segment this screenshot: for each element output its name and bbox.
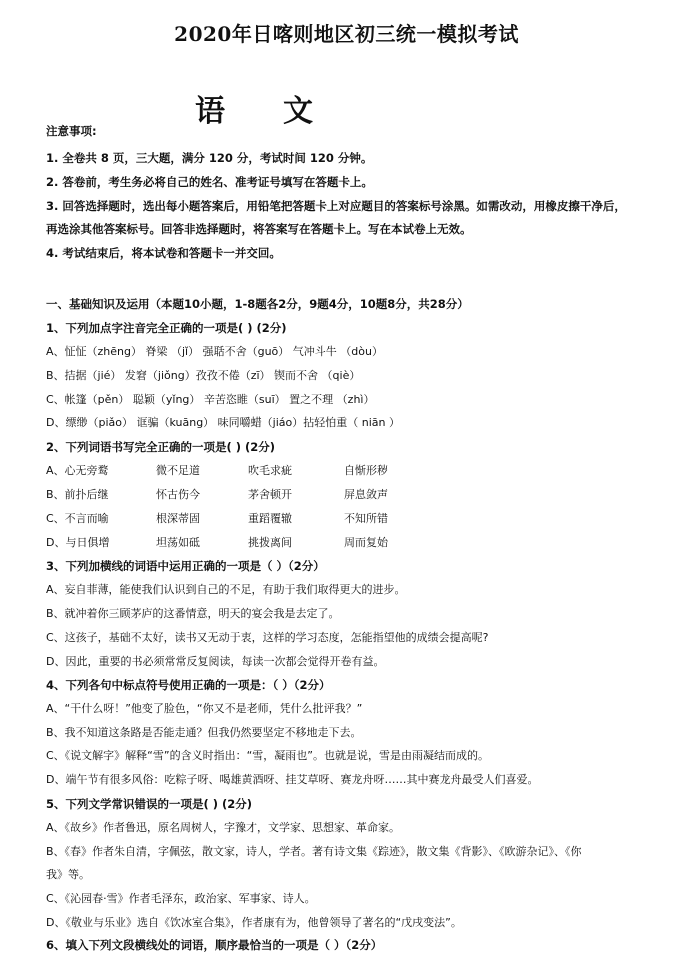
option-word: 周而复始 bbox=[344, 536, 388, 549]
option-word: C、不言而喻 bbox=[46, 512, 109, 525]
option-word: 不知所错 bbox=[344, 512, 388, 525]
question-option: A、《故乡》作者鲁迅，原名周树人，字豫才，文学家、思想家、革命家。 bbox=[46, 821, 401, 834]
question-stem: 4、下列各句中标点符号使用正确的一项是：（ ）（2分） bbox=[46, 678, 331, 692]
option-word: A、心无旁鹜 bbox=[46, 464, 109, 477]
question-option bbox=[46, 512, 388, 526]
option-word: 怀古伤今 bbox=[156, 488, 200, 501]
option-word: 茅舍顿开 bbox=[248, 488, 292, 501]
question-option: B、拮据（jié） 发窘（jiǒng）孜孜不倦（zī） 锲而不舍 （qiè） bbox=[46, 369, 361, 382]
option-word: 吹毛求疵 bbox=[248, 464, 292, 477]
notice-item: 再选涂其他答案标号。回答非选择题时，将答案写在答题卡上。写在本试卷上无效。 bbox=[46, 222, 472, 236]
subject-char-2: 文 bbox=[283, 94, 313, 129]
question-option: D、端午节有很多风俗：吃粽子呀、喝雄黄酒呀、挂艾草呀、赛龙舟呀……其中赛龙舟最受人们喜爱。 bbox=[46, 773, 539, 786]
question-option: A、“干什么呀！”他变了脸色，“你又不是老师，凭什么批评我？” bbox=[46, 702, 363, 715]
question-option: A、妄自菲薄，能使我们认识到自己的不足，有助于我们取得更大的进步。 bbox=[46, 583, 406, 596]
question-option: B、我不知道这条路是否能走通？但我仍然要坚定不移地走下去。 bbox=[46, 726, 362, 739]
question-option: 我》等。 bbox=[46, 868, 90, 881]
question-stem: 5、下列文学常识错误的一项是( ) (2分) bbox=[46, 797, 253, 811]
option-word: 根深蒂固 bbox=[156, 512, 200, 525]
option-word: 重蹈覆辙 bbox=[248, 512, 292, 525]
option-word: D、与日俱增 bbox=[46, 536, 110, 549]
question-option: D、缥缈（piǎo） 诓骗（kuāng） 味同嚼蜡（jiáo）拈轻怕重（ niān ） bbox=[46, 416, 400, 429]
option-word: B、前扑后继 bbox=[46, 488, 109, 501]
notice-item: 4. 考试结束后，将本试卷和答题卡一并交回。 bbox=[46, 246, 281, 260]
notice-item: 3. 回答选择题时，选出每小题答案后，用铅笔把答题卡上对应题目的答案标号涂黑。如需改动，用橡皮擦干净后， bbox=[46, 199, 626, 213]
option-word: 微不足道 bbox=[156, 464, 200, 477]
question-option: A、怔怔（zhēng） 脊梁 （jǐ） 强聒不舍（guō） 气冲斗牛 （dòu） bbox=[46, 345, 383, 358]
question-option bbox=[46, 488, 388, 502]
subject-heading bbox=[195, 86, 371, 130]
question-option: C、这孩子，基础不太好，读书又无动于衷，这样的学习态度，怎能指望他的成绩会提高呢? bbox=[46, 631, 489, 644]
question-stem: 2、下列词语书写完全正确的一项是( ) (2分) bbox=[46, 440, 276, 454]
question-stem: 6、填入下列文段横线处的词语，顺序最恰当的一项是（ ）（2分） bbox=[46, 938, 383, 952]
notice-heading: 注意事项: bbox=[46, 124, 97, 138]
question-option bbox=[46, 536, 388, 550]
option-word: 屏息敛声 bbox=[344, 488, 388, 501]
question-option: D、因此，重要的书必须常常反复阅读，每读一次都会觉得开卷有益。 bbox=[46, 655, 385, 668]
question-option: B、就冲着你三顾茅庐的这番情意，明天的宴会我是去定了。 bbox=[46, 607, 340, 620]
question-option bbox=[46, 464, 388, 478]
question-option: C、《说文解字》解释“雪”的含义时指出：“雪，凝雨也”。也就是说，雪是由雨凝结而成的。 bbox=[46, 749, 489, 762]
option-word: 坦荡如砥 bbox=[156, 536, 200, 549]
subject-char-1: 语 bbox=[195, 94, 225, 129]
question-stem: 3、下列加横线的词语中运用正确的一项是（ ）（2分） bbox=[46, 559, 325, 573]
notice-item: 2. 答卷前，考生务必将自己的姓名、准考证号填写在答题卡上。 bbox=[46, 175, 373, 189]
exam-title: 2020年日喀则地区初三统一模拟考试 bbox=[174, 22, 519, 46]
question-option: C、帐篷（pěn） 聪颖（yǐng） 辛苦恣睢（suī） 置之不理 （zhì） bbox=[46, 393, 375, 406]
option-word: 挑拨离间 bbox=[248, 536, 292, 549]
question-stem: 1、下列加点字注音完全正确的一项是( ) (2分) bbox=[46, 321, 287, 335]
notice-item: 1. 全卷共 8 页，三大题，满分 120 分，考试时间 120 分钟。 bbox=[46, 151, 373, 165]
option-word: 自惭形秽 bbox=[344, 464, 388, 477]
question-option: D、《敬业与乐业》选自《饮冰室合集》，作者康有为，他曾领导了著名的“戊戌变法”。 bbox=[46, 916, 462, 929]
question-option: B、《春》作者朱自清，字佩弦，散文家，诗人，学者。著有诗文集《踪迹》，散文集《背影》、《欧游杂记》、《你 bbox=[46, 845, 582, 858]
section-heading: 一、基础知识及运用（本题10小题，1-8题各2分，9题4分，10题8分，共28分） bbox=[46, 297, 469, 311]
question-option: C、《沁园春·雪》作者毛泽东，政治家、军事家、诗人。 bbox=[46, 892, 316, 905]
